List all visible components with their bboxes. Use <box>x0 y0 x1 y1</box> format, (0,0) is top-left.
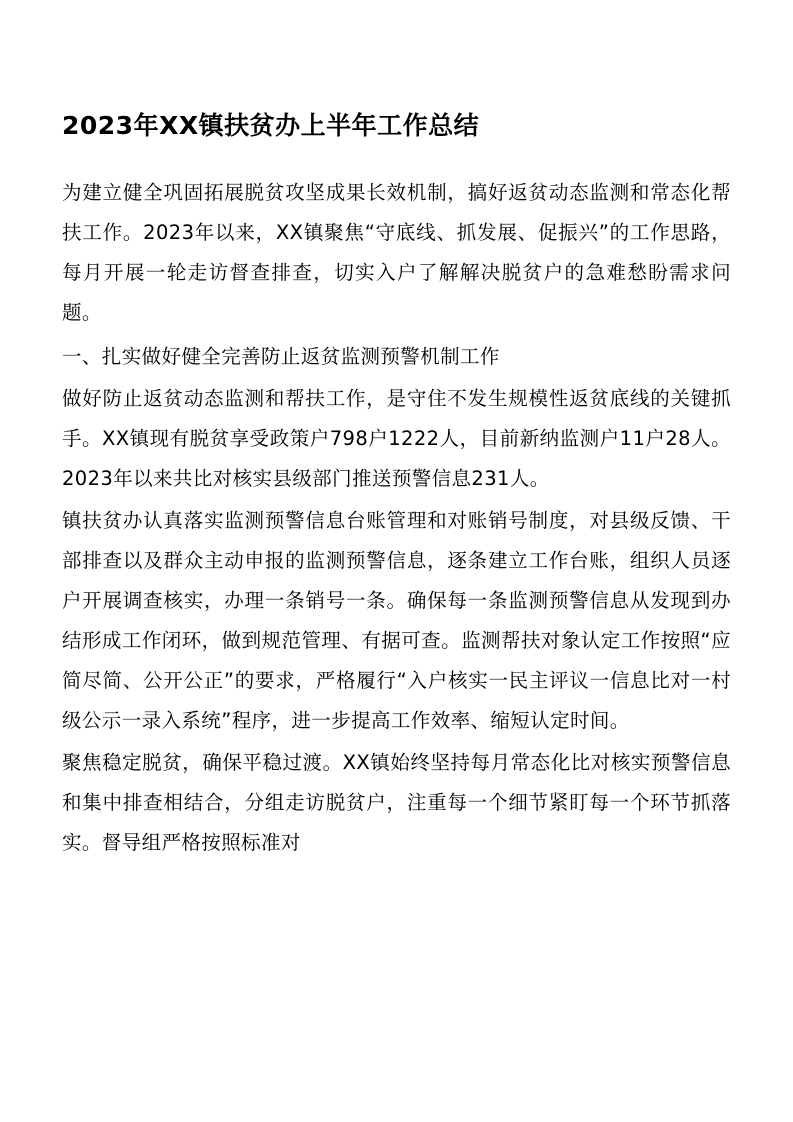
paragraph-intro: 为建立健全巩固拓展脱贫攻坚成果长效机制，搞好返贫动态监测和常态化帮扶工作。2023年以来，XX镇聚焦“守底线、抓发展、促振兴”的工作思路，每月开展一轮走访督查排查，切实入户了解解决脱贫户的急难愁盼需求问题。 <box>62 181 731 324</box>
section-heading-1: 一、扎实做好健全完善防止返贫监测预警机制工作 <box>62 344 500 368</box>
paragraph-stable-poverty-alleviation: 聚焦稳定脱贫，确保平稳过渡。XX镇始终坚持每月常态化比对核实预警信息和集中排查相结合，分组走访脱贫户，注重每一个细节紧盯每一个环节抓落实。督导组严格按照标准对 <box>62 750 731 854</box>
page-title: 2023年XX镇扶贫办上半年工作总结 <box>62 111 480 140</box>
paragraph-monitoring-stats: 做好防止返贫动态监测和帮扶工作，是守住不发生规模性返贫底线的关键抓手。XX镇现有脱贫享受政策户798户1222人，目前新纳监测户11户28人。2023年以来共比对核实县级部门推送预警信息231人。 <box>62 386 731 490</box>
paragraph-ledger-management: 镇扶贫办认真落实监测预警信息台账管理和对账销号制度，对县级反馈、干部排查以及群众主动申报的监测预警信息，逐条建立工作台账，组织人员逐户开展调查核实，办理一条销号一条。确保每一条监测预警信息从发现到办结形成工作闭环，做到规范管理、有据可查。监测帮扶对象认定工作按照“应简尽简、公开公正”的要求，严格履行“入户核实一民主评议一信息比对一村级公示一录入系统”程序，进一步提高工作效率、缩短认定时间。 <box>62 508 731 732</box>
